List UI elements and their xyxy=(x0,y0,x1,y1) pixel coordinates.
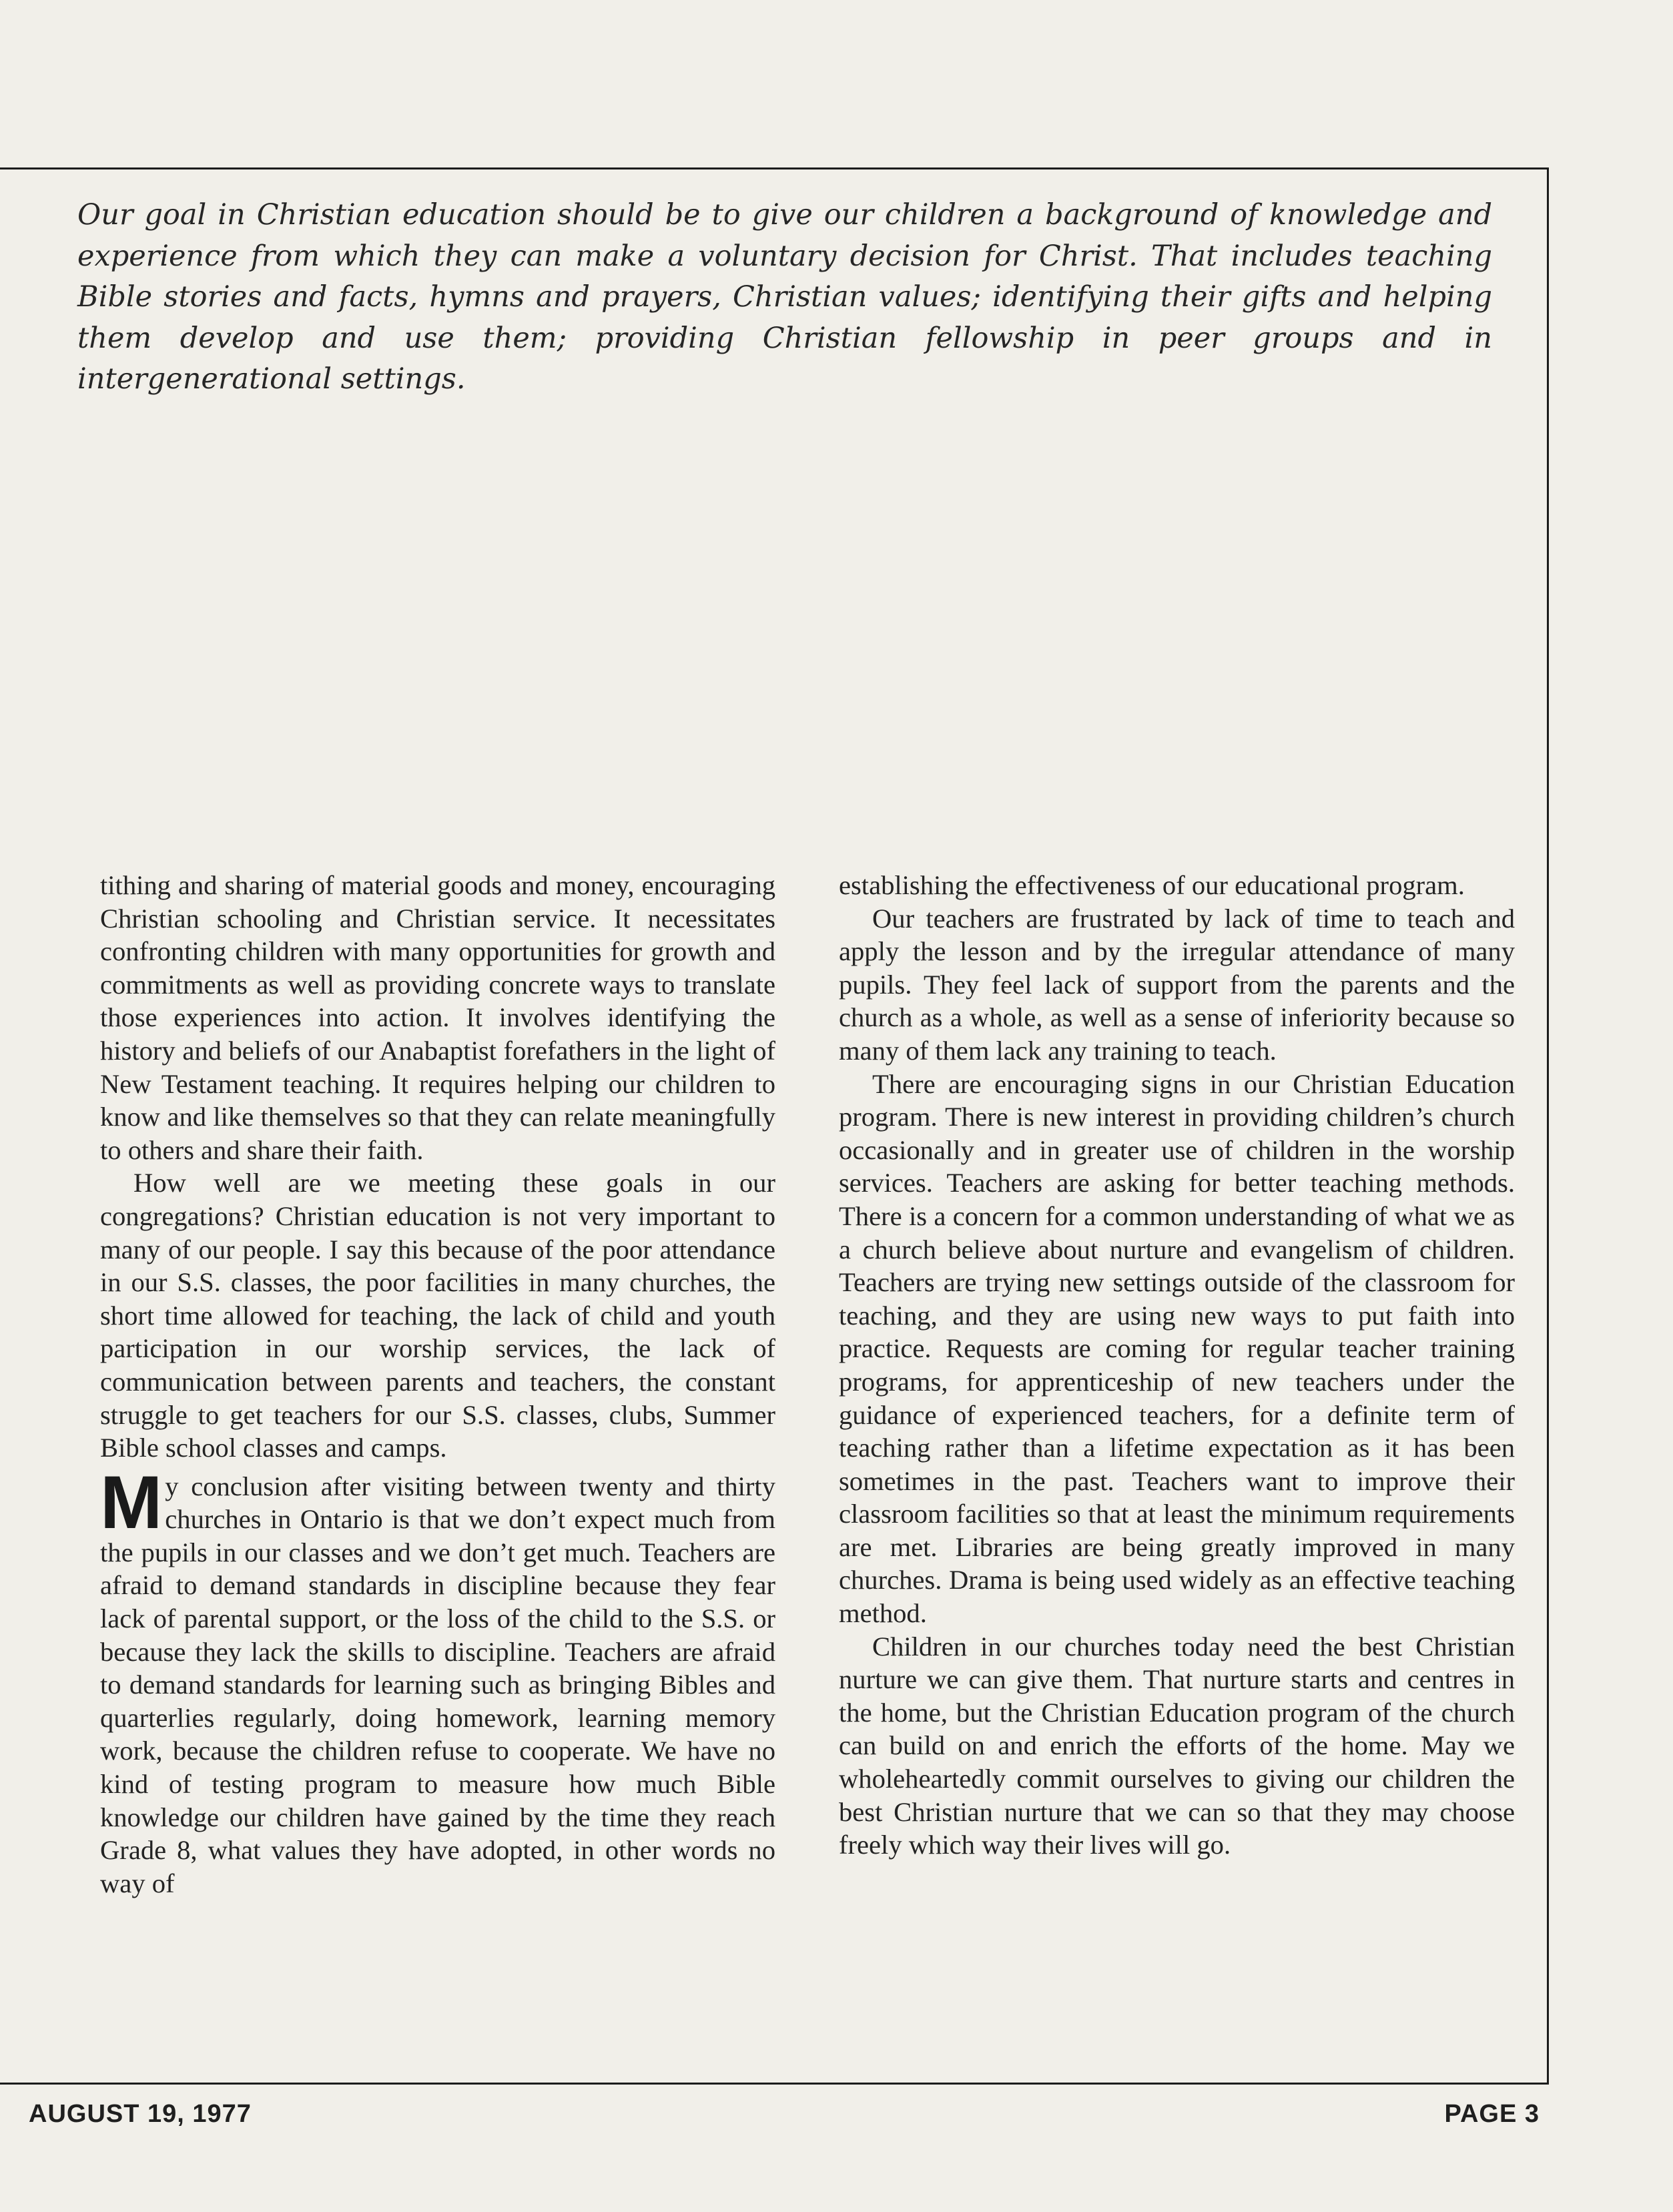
pull-quote: Our goal in Christian education should be to give our children a background of knowledge and experience from which they can make a voluntary decision for Christ. That includes teaching Bible stories and facts, hymns and prayers, Christian values; identifying their gifts and helping them develop and use them; providing Christian fellowship in peer groups and in intergenerational settings. xyxy=(77,198,1492,396)
drop-cap: M xyxy=(100,1460,163,1544)
left-paragraph-3-text: y conclusion after visiting between twenty and thirty churches in Ontario is that we don’t expect much from the pupils in our classes and we don’t get much. Teachers are afraid to demand standards in discipline because they fear lack of parental support, or the loss of the child to the S.S. or because they lack the skills to discipline. Teachers are afraid to demand standards for learning such as bringing Bibles and quarterlies regularly, doing homework, learning memory work, because the children refuse to cooperate. We have no kind of testing program to measure how much Bible knowledge our children have gained by the time they reach Grade 8, what values they have adopted, in other words no way of xyxy=(100,1471,775,1898)
left-column xyxy=(100,869,775,1900)
left-paragraph-1: tithing and sharing of material goods and money, encouraging Christian schooling and Christian service. It necessitates confronting children with many opportunities for growth and commitments as well as providing concrete ways to translate those experiences into action. It involves identifying the history and beliefs of our Anabaptist forefathers in the light of New Testament teaching. It requires helping our children to know and like themselves so that they can relate meaningfully to others and share their faith. xyxy=(100,870,775,1165)
footer-date: AUGUST 19, 1977 xyxy=(29,2100,252,2128)
right-paragraph-3: There are encouraging signs in our Christian Education program. There is new interest in providing children’s church occasionally and in greater use of children in the worship services. Teachers are asking for better teaching methods. There is a concern for a common understanding of what we as a church believe about nurture and evangelism of children. Teachers are trying new settings outside of the classroom for teaching, and they are using new ways to put faith into practice. Requests are coming for regular teacher training programs, for apprenticeship of new teachers under the guidance of experienced teachers, for a definite term of teaching rather than a lifetime expectation as it has been sometimes in the past. Teachers want to improve their classroom facilities so that at least the minimum requirements are met. Libraries are being greatly improved in many churches. Drama is being used widely as an effective teaching method. xyxy=(839,1068,1515,1629)
left-paragraph-3 xyxy=(100,1460,775,1900)
frame-right-rule xyxy=(1547,167,1549,2085)
right-paragraph-4: Children in our churches today need the best Christian nurture we can give them. That nurture starts and centres in the home, but the Christian Education program of the church can build on and enrich the efforts of the home. May we wholeheartedly commit ourselves to giving our children the best Christian nurture that we can so that they may choose freely which way their lives will go. xyxy=(839,1631,1515,1860)
frame-bottom-rule xyxy=(0,2083,1549,2085)
frame-top-rule xyxy=(0,167,1549,169)
right-paragraph-1: establishing the effectiveness of our educational program. xyxy=(839,870,1465,900)
right-column xyxy=(839,869,1515,1862)
right-paragraph-2: Our teachers are frustrated by lack of time to teach and apply the lesson and by the irregular attendance of many pupils. They feel lack of support from the parents and the church as a whole, as well as a sense of inferiority because so many of them lack any training to teach. xyxy=(839,903,1515,1066)
footer-page-number: PAGE 3 xyxy=(1444,2100,1540,2128)
left-paragraph-2: How well are we meeting these goals in our congregations? Christian education is not very important to many of our people. I say this because of the poor attendance in our S.S. classes, the poor facilities in many churches, the short time allowed for teaching, the lack of child and youth participation in our worship services, the lack of communication between parents and teachers, the constant struggle to get teachers for our S.S. classes, clubs, Summer Bible school classes and camps. xyxy=(100,1168,775,1463)
